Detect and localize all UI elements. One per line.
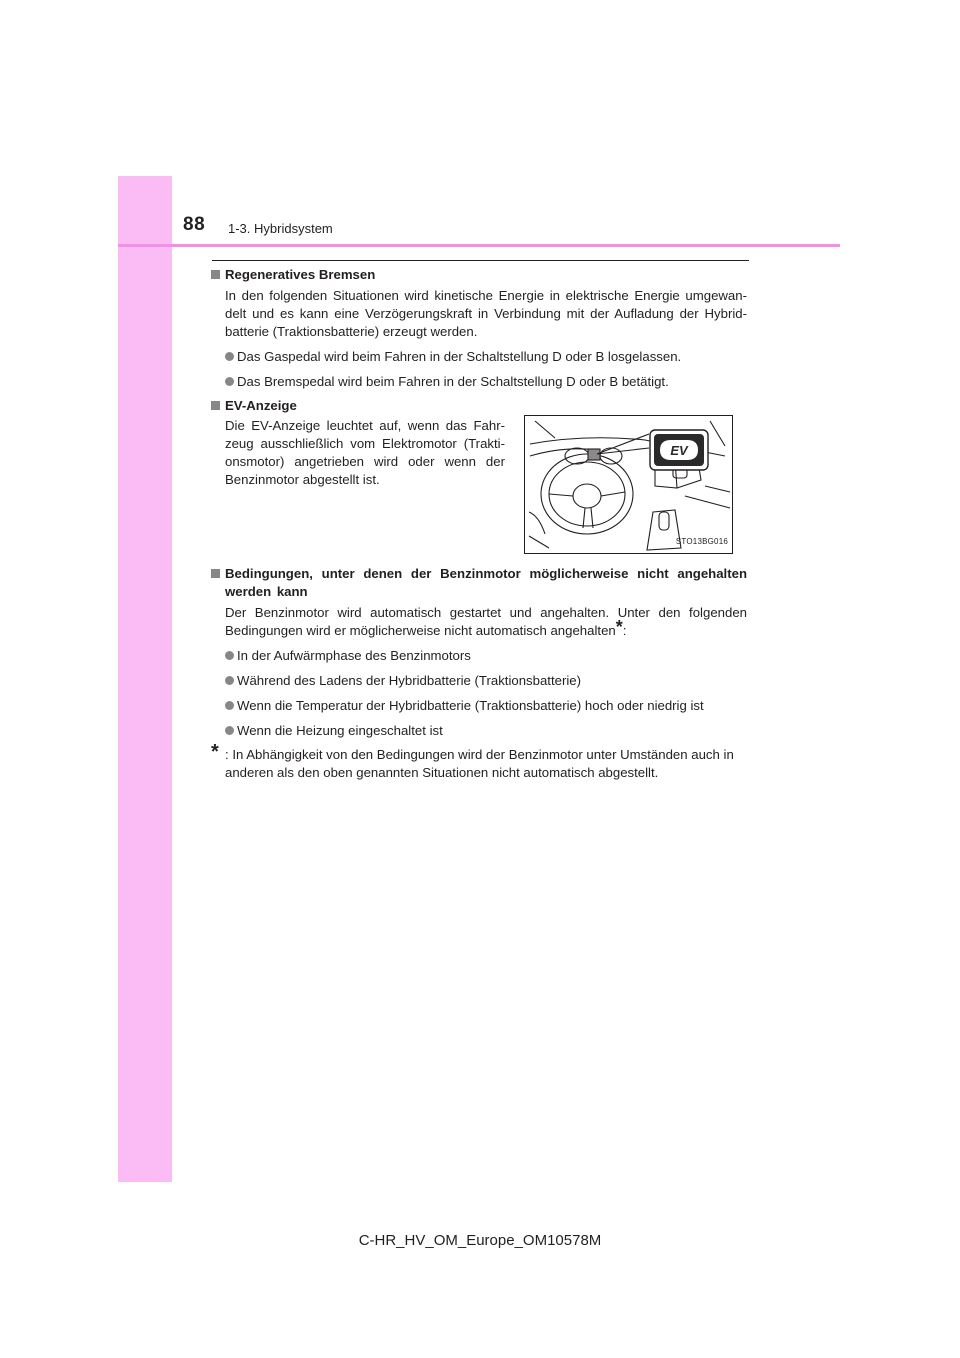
- bullet-dot-icon: [225, 352, 234, 361]
- bullet-dot-icon: [225, 676, 234, 685]
- heading-square-icon: [211, 569, 220, 578]
- bullet-dot-icon: [225, 377, 234, 386]
- page-content: [211, 266, 747, 782]
- heading-ev-indicator: EV-Anzeige: [211, 397, 747, 415]
- footnote-star-icon: *: [615, 617, 623, 637]
- bullet-dot-icon: [225, 701, 234, 710]
- regen-body: In den folgenden Situationen wird kinetische Energie in elektrische Energie umgewan-delt und es kann eine Verzögerungskraft in Verbindung mit der Aufladung der Hybrid-batterie (Traktionsbatterie) erzeugt werden.: [225, 288, 747, 339]
- footnote: * : In Abhängigkeit von den Bedingungen wird der Benzinmotor unter Umständen auch in anderen als den oben genannten Situationen nicht automatisch abgestellt.: [211, 741, 734, 780]
- list-item: Während des Ladens der Hybridbatterie (Traktionsbatterie): [211, 672, 747, 690]
- figure-code: STO13BG016: [675, 537, 728, 546]
- list-item: In der Aufwärmphase des Benzinmotors: [211, 647, 747, 665]
- ev-body: Die EV-Anzeige leuchtet auf, wenn das Fahr-zeug ausschließlich vom Elektromotor (Trakti-onsmotor) angetrieben wird oder wenn der Benzinmotor abgestellt ist.: [225, 418, 505, 487]
- header-rule: [118, 244, 840, 247]
- ev-indicator-label: EV: [670, 443, 688, 458]
- heading-square-icon: [211, 270, 220, 279]
- dashboard-illustration: [524, 415, 733, 554]
- footer-manual-id: C-HR_HV_OM_Europe_OM10578M: [358, 1232, 602, 1249]
- page-number: 88: [183, 214, 206, 235]
- heading-square-icon: [211, 401, 220, 410]
- ev-section-row: [211, 417, 747, 565]
- bullet-dot-icon: [225, 651, 234, 660]
- list-item: Das Gaspedal wird beim Fahren in der Schaltstellung D oder B losgelassen.: [211, 348, 747, 366]
- bullet-dot-icon: [225, 726, 234, 735]
- chapter-tab-sidebar: [118, 176, 172, 1182]
- content-top-rule: [212, 260, 749, 261]
- footnote-star-icon: *: [211, 741, 219, 763]
- section-title: 1-3. Hybridsystem: [228, 221, 333, 236]
- list-item: Wenn die Heizung eingeschaltet ist: [211, 722, 747, 740]
- list-item: Das Bremspedal wird beim Fahren in der Schaltstellung D oder B betätigt.: [211, 373, 747, 391]
- list-item: Wenn die Temperatur der Hybridbatterie (Traktionsbatterie) hoch oder niedrig ist: [211, 697, 747, 715]
- conditions-body: Der Benzinmotor wird automatisch gestartet und angehalten. Unter den folgenden Bedingungen wird er möglicherweise nicht automatisch angehalten*:: [225, 605, 747, 638]
- heading-conditions: Bedingungen, unter denen der Benzinmotor möglicherweise nicht angehalten werden kann: [211, 565, 747, 601]
- heading-regenerative-braking: Regeneratives Bremsen: [211, 266, 747, 284]
